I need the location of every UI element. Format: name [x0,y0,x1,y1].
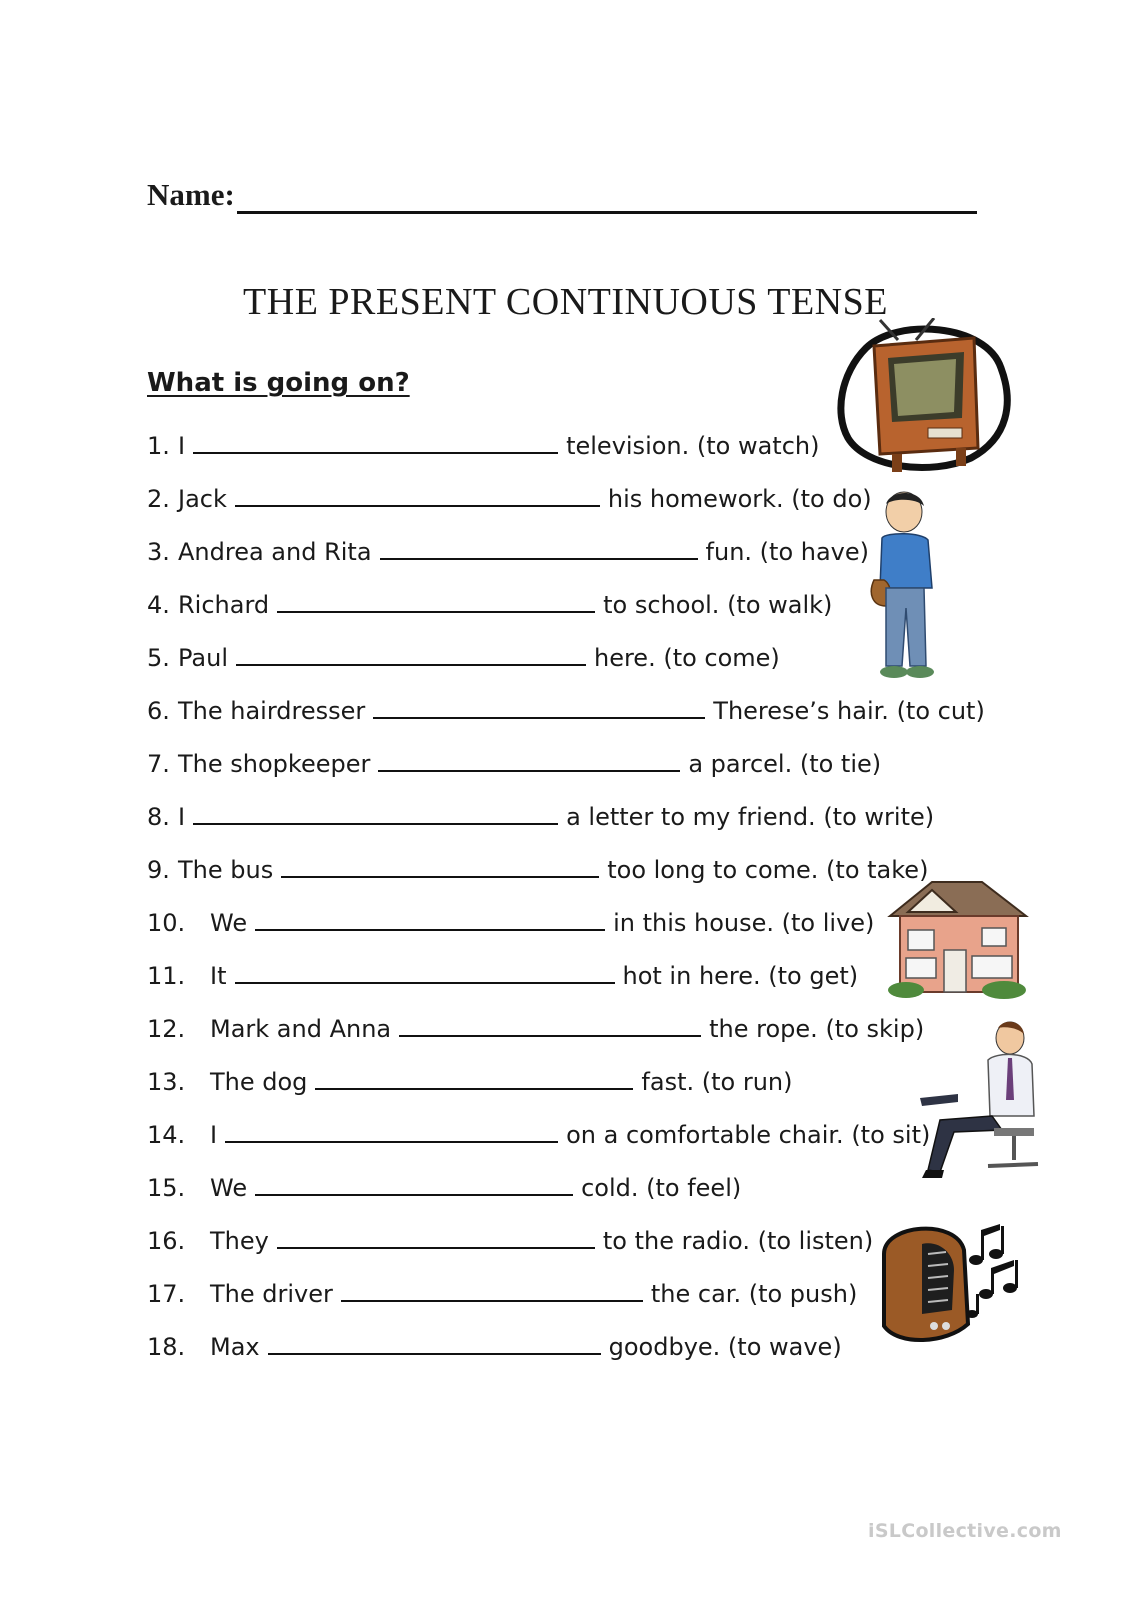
item-number: 12. [147,1015,186,1043]
item-rest: the car. (to push) [650,1280,858,1308]
watermark-text: iSLCollective.com [868,1520,1062,1542]
item-rest: too long to come. (to take) [607,856,929,884]
list-item [147,1215,873,1255]
tv-clipart-icon [836,318,1018,478]
list-item [147,950,858,990]
item-rest: to the radio. (to listen) [602,1227,874,1255]
item-number: 7. [147,750,170,778]
item-subject: It [210,962,227,990]
answer-blank[interactable] [373,717,705,719]
answer-blank[interactable] [255,929,605,931]
list-item [147,473,872,513]
answer-blank[interactable] [235,505,600,507]
answer-blank[interactable] [277,611,595,613]
name-label: Name: [147,177,235,212]
item-rest: a letter to my friend. (to write) [566,803,935,831]
list-item [147,1321,842,1361]
item-subject: Jack [178,485,227,513]
list-item [147,579,832,619]
name-field-row [147,170,977,214]
item-subject: The dog [210,1068,308,1096]
item-subject: Max [210,1333,260,1361]
item-number: 6. [147,697,170,725]
item-rest: on a comfortable chair. (to sit) [566,1121,931,1149]
item-rest: goodbye. (to wave) [608,1333,842,1361]
answer-blank[interactable] [193,823,558,825]
list-item [147,420,819,460]
item-subject: The hairdresser [178,697,366,725]
item-subject: Mark and Anna [210,1015,392,1043]
answer-blank[interactable] [255,1194,573,1196]
section-heading: What is going on? [147,368,410,398]
item-subject: Paul [178,644,228,672]
list-item [147,1056,793,1096]
item-rest: his homework. (to do) [607,485,872,513]
list-item [147,1003,924,1043]
item-subject: I [178,803,186,831]
answer-blank[interactable] [315,1088,633,1090]
item-number: 4. [147,591,170,619]
list-item [147,897,874,937]
item-rest: Therese’s hair. (to cut) [713,697,985,725]
item-number: 14. [147,1121,186,1149]
item-rest: to school. (to walk) [603,591,833,619]
item-rest: in this house. (to live) [613,909,875,937]
item-number: 17. [147,1280,186,1308]
answer-blank[interactable] [399,1035,701,1037]
item-rest: fun. (to have) [705,538,870,566]
radio-clipart-icon [876,1214,1036,1346]
boy-clipart-icon [866,488,944,684]
list-item [147,632,780,672]
answer-blank[interactable] [225,1141,558,1143]
answer-blank[interactable] [380,558,698,560]
item-number: 13. [147,1068,186,1096]
list-item [147,526,869,566]
answer-blank[interactable] [268,1353,601,1355]
list-item [147,1162,741,1202]
item-number: 10. [147,909,186,937]
item-rest: a parcel. (to tie) [688,750,882,778]
item-number: 1. [147,432,170,460]
worksheet-title: THE PRESENT CONTINUOUS TENSE [243,281,888,323]
answer-blank[interactable] [281,876,599,878]
answer-blank[interactable] [341,1300,643,1302]
item-subject: We [210,909,248,937]
man-on-chair-clipart-icon [918,1020,1040,1182]
list-item [147,738,881,778]
item-subject: I [178,432,186,460]
item-number: 15. [147,1174,186,1202]
list-item [147,685,985,725]
item-subject: They [210,1227,269,1255]
list-item [147,844,928,884]
item-rest: television. (to watch) [566,432,820,460]
answer-blank[interactable] [236,664,586,666]
item-subject: The shopkeeper [178,750,371,778]
list-item [147,1268,857,1308]
item-subject: The bus [178,856,274,884]
answer-blank[interactable] [235,982,615,984]
item-subject: Andrea and Rita [178,538,372,566]
item-number: 2. [147,485,170,513]
item-number: 16. [147,1227,186,1255]
item-number: 3. [147,538,170,566]
list-item [147,1109,930,1149]
item-rest: fast. (to run) [641,1068,793,1096]
item-number: 5. [147,644,170,672]
item-rest: cold. (to feel) [581,1174,742,1202]
item-rest: hot in here. (to get) [622,962,859,990]
item-subject: I [210,1121,218,1149]
item-number: 18. [147,1333,186,1361]
item-number: 8. [147,803,170,831]
item-number: 9. [147,856,170,884]
item-subject: Richard [178,591,270,619]
item-subject: The driver [210,1280,333,1308]
name-blank-line[interactable] [237,181,977,214]
answer-blank[interactable] [378,770,680,772]
item-rest: here. (to come) [593,644,780,672]
house-clipart-icon [886,876,1030,1002]
list-item [147,791,934,831]
item-number: 11. [147,962,186,990]
answer-blank[interactable] [277,1247,595,1249]
item-rest: the rope. (to skip) [709,1015,925,1043]
answer-blank[interactable] [193,452,558,454]
item-subject: We [210,1174,248,1202]
